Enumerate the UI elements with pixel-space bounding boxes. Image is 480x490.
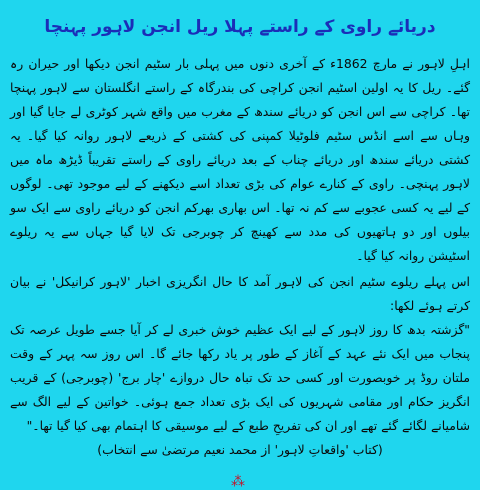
paragraph-2: اس پہلے ریلوے سٹیم انجن کی لاہور آمد کا حال انگریزی اخبار 'لاہور کرانیکل' نے بیان کرتے ہوئے لکھا: [10,274,470,313]
source-citation: (کتاب 'واقعاتِ لاہور' از محمد نعیم مرتضیٰ سے انتخاب) [97,442,383,457]
end-stars: ⁂ [231,474,249,490]
article-title: دریائے راوی کے راستے پہلا ریل انجن لاہور پہنچا [44,17,436,37]
newspaper-quote: "گزشتہ بدھ کا روز لاہور کے لیے ایک عظیم خوش خبری لے کر آیا جسے طویل عرصہ تک پنجاب میں ایک نئے عہد کے آغاز کے طور پر یاد رکھا جائے گا۔ اس روز سہ پہر کے وقت ملتان روڈ پر خوبصورت اور کسی حد تک تباہ حال دروازے 'چار برج' (چوبرجی) کے قریب انگریز حکام اور مقامی شہریوں کی ایک بڑی تعداد جمع ہوئی۔ خواتین کے لیے الگ سے شامیانے لگائے گئے تھے اور ان کی تفریحِ طبع کے لیے موسیقی کا اہتمام بھی کیا گیا تھا۔" [10,322,470,433]
paragraph-1: اہلِ لاہور نے مارچ 1862ء کے آخری دنوں میں پہلی بار سٹیم انجن دیکھا اور حیران رہ گئے۔ ریل کا یہ اولین اسٹیم انجن کراچی کی بندرگاہ کے راستے انگلستان سے لاہور پہنچا تھا۔ کراچی سے اس انجن کو دریائے سندھ کے مغرب میں واقع شہر کوٹری لے جایا گیا اور وہاں سے اسے انڈس سٹیم فلوٹیلا کمپنی کی کشتی کے ذریعے لاہور روانہ کیا گیا۔ یہ کشتی دریائے سندھ اور دریائے چناب کے بعد دریائے راوی کے راستے تقریباً ڈیڑھ ماہ میں لاہور پہنچی۔ راوی کے کنارے عوام کی بڑی تعداد اسے دیکھنے کے لیے موجود تھی۔ لوگوں کے لیے یہ کسی عجوبے سے کم نہ تھا۔ اس بھاری بھرکم انجن کو دریائے راوی سے ایک سو بیلوں اور دو ہاتھیوں کی مدد سے کھینچ کر چوبرجی تک لایا گیا جہاں سے یہ ریلوے اسٹیشن روانہ کیا گیا۔ [10,56,470,263]
